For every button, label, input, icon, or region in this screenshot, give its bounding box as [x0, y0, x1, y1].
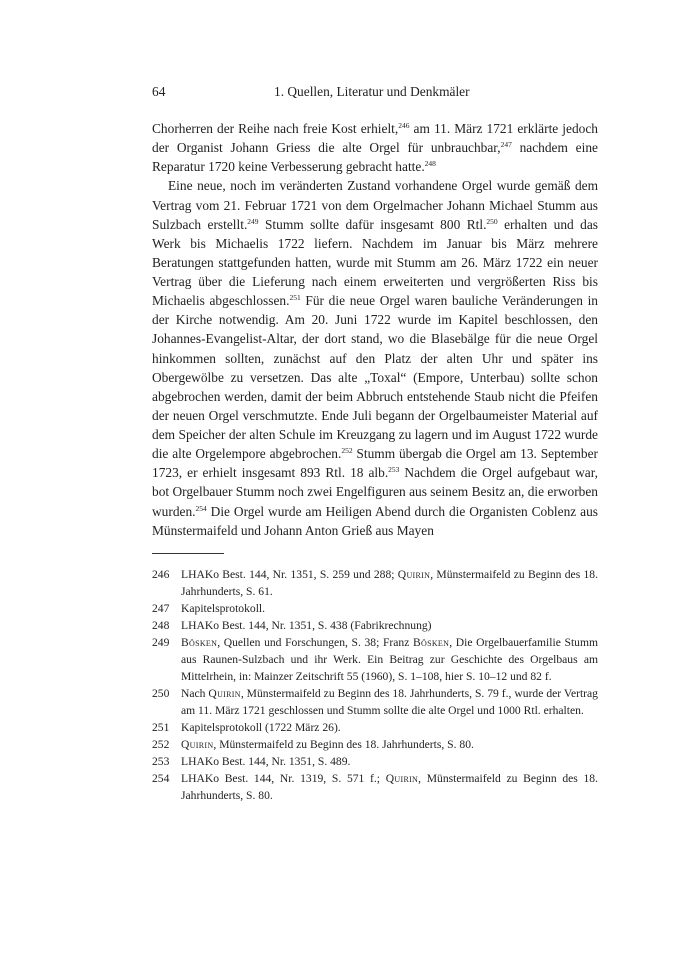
text-run: am 11. März 1721 erklärte jedoch der Organist Johann Griess die alte Orgel für unbrauchbar, [152, 121, 598, 156]
text-run: Stumm übergab die Orgel am 13. September 1723, er erhielt insgesamt 893 Rtl. 18 alb. [152, 446, 598, 481]
footnote-text [181, 736, 598, 753]
footnote [152, 617, 598, 634]
author-name: Bösken [412, 636, 450, 649]
text-run: nachdem eine Reparatur 1720 keine Verbesserung gebracht hatte. [152, 140, 598, 175]
author-name: Quirin [385, 772, 419, 785]
running-title: 1. Quellen, Literatur und Denkmäler [274, 84, 470, 99]
footnote-text [181, 634, 598, 685]
text-run: LHAKo Best. 144, Nr. 1351, S. 438 (Fabrikrechnung) [181, 619, 432, 632]
text-run: Eine neue, noch im veränderten Zustand vorhandene Orgel wurde gemäß dem Vertrag vom 21. Februar 1721 von dem Orgelmacher Johann Michael Stumm aus Sulzbach erstellt. [152, 178, 598, 232]
footnote [152, 753, 598, 770]
text-run: , Die Orgelbauerfamilie Stumm aus Raunen-Sulzbach und ihr Werk. Ein Beitrag zur Geschichte des Orgelbaus am Mittelrhein, in: Mainzer Zeitschrift 55 (1960), S. 1–108, hier S. 10–12 und 82 f. [181, 636, 598, 683]
paragraph [152, 119, 598, 176]
footnote [152, 566, 598, 600]
footnote-text [181, 685, 598, 719]
text-run: , Quellen und Forschungen, S. 38; Franz [217, 636, 413, 649]
footnote [152, 685, 598, 719]
text-run: Chorherren der Reihe nach freie Kost erhielt, [152, 121, 399, 136]
author-name: Quirin [208, 687, 241, 700]
footnote-ref: 247 [500, 140, 512, 150]
page-number: 64 [152, 84, 166, 99]
text-run: Kapitelsprotokoll. [181, 602, 266, 615]
footnote-ref: 248 [424, 159, 436, 169]
text-run: Stumm sollte dafür insgesamt 800 Rtl. [258, 216, 487, 232]
footnote-number: 246 [152, 568, 170, 581]
footnote-number: 253 [152, 755, 170, 768]
author-name: Bösken [181, 636, 218, 649]
text-run: , Münstermaifeld zu Beginn des 18. Jahrhunderts, S. 79 f., wurde der Vertrag am 11. März 1721 geschlossen und Stumm sollte die alte Orgel und 1000 Rtl. erhalten. [181, 687, 598, 717]
author-name: Quirin [181, 738, 214, 751]
footnote-text [181, 566, 598, 600]
footnote-ref: 249 [247, 216, 259, 226]
footnote-number: 248 [152, 619, 170, 632]
author-name: Quirin [397, 568, 431, 581]
footnote [152, 770, 598, 804]
footnote-text [181, 770, 598, 804]
page-header [152, 84, 598, 104]
footnote-number: 249 [152, 636, 170, 649]
footnote-text [181, 600, 598, 617]
text-run: Für die neue Orgel waren bauliche Veränderungen in der Kirche notwendig. Am 20. Juni 1722 wurde im Kapitel beschlossen, den Johannes-Evangelist-Altar, der dort stand, wo die Blasebälge für die neue Orgel hinkommen sollten, zunächst auf den Platz der alten Uhr und später ins Obergewölbe zu versetzen. Das alte „Toxal“ (Empore, Unterbau) sollte schon abgebrochen werden, damit der beim Abbruch entstehende Staub nicht die Pfeifen der neuen Orgel verschmutzte. Ende Juli begann der Orgelbaumeister Material auf dem Speicher der alten Schule im Kreuzgang zu lagern und im August 1722 wurde die alte Orgelempore abgebrochen. [152, 293, 598, 462]
footnote-text [181, 719, 598, 736]
footnote [152, 600, 598, 617]
footnote-ref: 250 [486, 216, 498, 226]
footnote-ref: 251 [289, 293, 301, 303]
text-run: LHAKo Best. 144, Nr. 1351, S. 489. [181, 755, 351, 768]
footnote-ref: 252 [341, 446, 353, 456]
main-text [152, 119, 598, 540]
text-run: Nach [181, 687, 209, 700]
text-run: , Münstermaifeld zu Beginn des 18. Jahrhunderts, S. 80. [213, 738, 474, 751]
footnote-ref: 253 [388, 465, 400, 475]
text-run: LHAKo Best. 144, Nr. 1351, S. 259 und 288; [181, 568, 398, 581]
footnote-number: 247 [152, 602, 170, 615]
text-run: LHAKo Best. 144, Nr. 1319, S. 571 f.; [181, 772, 386, 785]
text-run: erhalten und das Werk bis Michaelis 1722 liefern. Nachdem im Januar bis März mehrere Beratungen stattgefunden hatten, wurde mit Stumm am 26. März 1722 ein neuer Vertrag über die Lieferung nach einem erweiterten und vergrößerten Riss bis Michaelis abgeschlossen. [152, 216, 599, 309]
footnote-number: 250 [152, 687, 170, 700]
footnote-ref: 254 [195, 503, 207, 513]
text-run: Die Orgel wurde am Heiligen Abend durch die Organisten Coblenz aus Münstermaifeld und Johann Anton Grieß aus Mayen [152, 503, 598, 538]
text-run: Kapitelsprotokoll (1722 März 26). [181, 721, 341, 734]
footnote [152, 736, 598, 753]
footnote-number: 251 [152, 721, 170, 734]
footnotes [152, 566, 598, 804]
text-run: , Münstermaifeld zu Beginn des 18. Jahrhunderts, S. 80. [181, 772, 598, 802]
paragraph [152, 176, 598, 539]
footnote [152, 634, 598, 685]
footnote-text [181, 753, 598, 770]
footnote-number: 252 [152, 738, 170, 751]
footnote-text [181, 617, 598, 634]
text-run: Nachdem die Orgel aufgebaut war, bot Orgelbauer Stumm noch zwei Engelfiguren aus seinem Besitz an, die erworben wurden. [152, 465, 598, 519]
footnote-separator [152, 553, 224, 554]
footnote-ref: 246 [398, 121, 410, 130]
text-run: , Münstermaifeld zu Beginn des 18. Jahrhunderts, S. 61. [181, 568, 598, 598]
footnote [152, 719, 598, 736]
footnote-number: 254 [152, 772, 170, 785]
